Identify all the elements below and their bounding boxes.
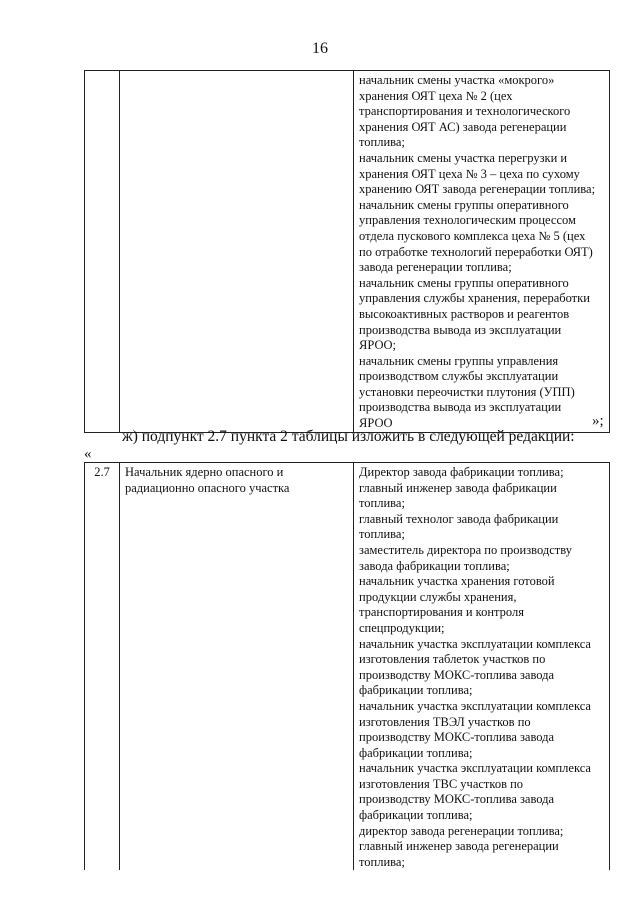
text-line: по отработке технологий переработки ОЯТ) (359, 244, 593, 259)
text-line: заместитель директора по производству (359, 542, 572, 557)
text-line: высокоактивных растворов и реагентов (359, 306, 570, 321)
text-line: фабрикации топлива; (359, 683, 473, 698)
text-line: изготовления таблеток участков по (359, 652, 546, 667)
table-cell-number (85, 463, 120, 871)
table-cell-position (120, 463, 354, 871)
text-line: хранению ОЯТ завода регенерации топлива; (359, 182, 596, 197)
text-line: управления технологическим процессом (359, 213, 576, 228)
text-line: начальник участка эксплуатации комплекса (359, 698, 591, 713)
text-line: начальник участка эксплуатации комплекса (359, 636, 591, 651)
text-line: продукции службы хранения, (359, 589, 517, 604)
text-line: топлива; (359, 854, 405, 869)
officials-list (354, 71, 609, 432)
text-line: начальник смены группы оперативного (359, 197, 569, 212)
text-line: производству МОКС-топлива завода (359, 667, 555, 682)
text-line: изготовления ТВС участков по (359, 776, 524, 791)
text-line: начальник участка хранения готовой (359, 574, 555, 589)
text-line: завода фабрикации топлива; (359, 558, 510, 573)
text-line: установки переочистки плутония (УПП) (359, 384, 575, 399)
text-line: топлива; (359, 496, 405, 511)
table-continuation (84, 70, 610, 433)
table-amended-row (84, 462, 610, 870)
text-line: производством службы эксплуатации (359, 369, 559, 384)
table-cell-position (120, 71, 354, 433)
text-line: начальник смены участка перегрузки и (359, 150, 568, 165)
text-line: хранения ОЯТ цеха № 2 (цех (359, 88, 513, 103)
text-line: Директор завода фабрикации топлива; (359, 465, 564, 479)
text-line: главный технолог завода фабрикации (359, 511, 559, 526)
text-line: хранения ОЯТ цеха № 3 – цеха по сухому (359, 166, 580, 181)
text-line: главный инженер завода фабрикации (359, 480, 557, 495)
text-line: отдела пускового комплекса цеха № 5 (цех (359, 228, 586, 243)
closing-quote: »; (592, 413, 604, 429)
amendment-instruction: ж) подпункт 2.7 пункта 2 таблицы изложить в следующей редакции: (122, 428, 575, 445)
position-title (120, 463, 353, 496)
text-line: начальник смены группы оперативного (359, 275, 569, 290)
text-line: топлива; (359, 527, 405, 542)
table-cell-officials (354, 463, 610, 871)
text-line: управления службы хранения, переработки (359, 291, 590, 306)
text-line: производства вывода из эксплуатации (359, 400, 562, 415)
text-line: главный инженер завода регенерации (359, 839, 559, 854)
text-line: производства вывода из эксплуатации (359, 322, 562, 337)
text-line: спецпродукции; (359, 620, 445, 635)
text-line: начальник смены участка «мокрого» (359, 73, 555, 87)
text-line: начальник участка эксплуатации комплекса (359, 761, 591, 776)
row-number: 2.7 (94, 465, 110, 479)
officials-list (354, 463, 609, 870)
text-line: производству МОКС-топлива завода (359, 792, 555, 807)
text-line: транспортирования и контроля (359, 605, 524, 620)
opening-quote: « (84, 446, 92, 462)
text-line: изготовления ТВЭЛ участков по (359, 714, 531, 729)
text-line: Начальник ядерно опасного и (125, 465, 284, 479)
text-line: транспортирования и технологического (359, 104, 571, 119)
text-line: хранения ОЯТ АС) завода регенерации (359, 119, 567, 134)
text-line: ЯРОО; (359, 338, 396, 353)
text-line: фабрикации топлива; (359, 808, 473, 823)
text-line: ЯРОО (359, 416, 393, 431)
table-cell-number (85, 71, 120, 433)
text-line: фабрикации топлива; (359, 745, 473, 760)
text-line: топлива; (359, 135, 405, 150)
text-line: директор завода регенерации топлива; (359, 823, 564, 838)
page-number: 16 (312, 40, 328, 57)
text-line: радиационно опасного участка (125, 480, 290, 495)
text-line: начальник смены группы управления (359, 353, 559, 368)
table-cell-officials (354, 71, 610, 433)
text-line: производству МОКС-топлива завода (359, 730, 555, 745)
text-line: завода регенерации топлива; (359, 260, 512, 275)
